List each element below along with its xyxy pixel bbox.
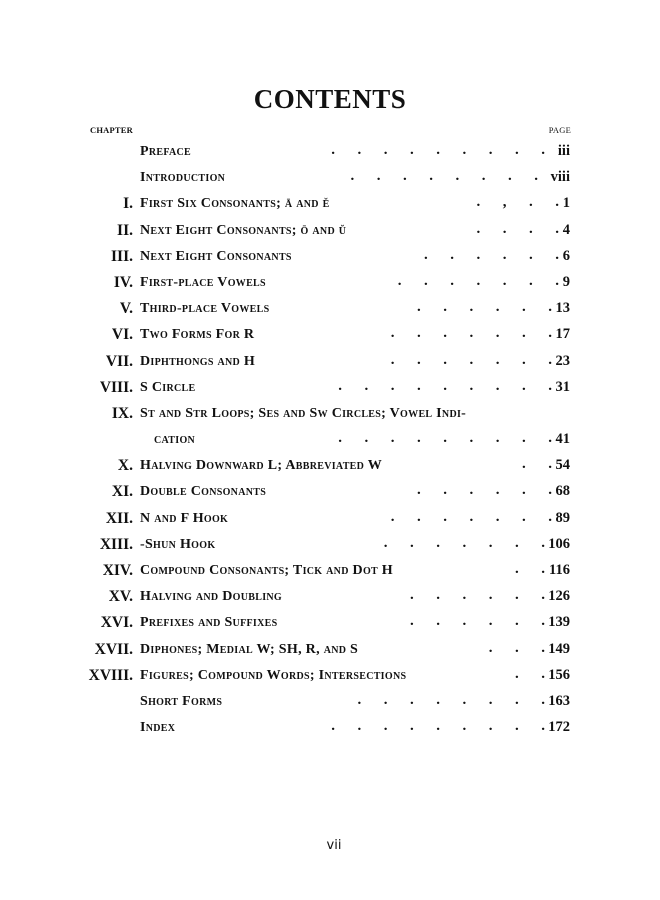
chapter-number: III.	[111, 247, 133, 265]
page-reference: 4	[562, 221, 570, 238]
chapter-number: XVI.	[100, 614, 133, 632]
dot-leader: . . . .	[476, 220, 559, 237]
chapter-title: Index	[140, 720, 176, 736]
chapter-number: VI.	[111, 326, 133, 344]
page-reference: iii	[557, 143, 570, 159]
dot-leader: . . . . . . .	[397, 272, 559, 289]
toc-entry	[0, 244, 660, 270]
chapter-title: First-place Vowels	[140, 274, 266, 290]
dot-leader: . . . . . . .	[383, 534, 545, 551]
chapter-number: XIII.	[99, 535, 133, 553]
chapter-number: X.	[117, 457, 133, 475]
chapter-title: -Shun Hook	[140, 536, 216, 552]
chapter-number: XVIII.	[88, 666, 133, 684]
page-reference: 68	[555, 483, 570, 500]
chapter-number: V.	[119, 300, 133, 318]
chapter-title: Introduction	[140, 170, 226, 186]
dot-leader: . . . . . . . . .	[338, 377, 552, 394]
toc-entry	[0, 558, 660, 584]
page-reference: 31	[555, 378, 570, 395]
chapter-number: XI.	[111, 483, 133, 501]
dot-leader: . . . . . . . .	[350, 168, 538, 185]
dot-leader: . .	[515, 561, 545, 577]
page-reference: 126	[548, 588, 570, 605]
dot-leader: . . . . . . .	[390, 508, 552, 525]
chapter-number: XVII.	[94, 640, 133, 658]
page-reference: viii	[550, 169, 570, 186]
page-title: CONTENTS	[253, 84, 407, 114]
chapter-number: XV.	[108, 588, 133, 606]
chapter-title: Diphthongs and H	[140, 353, 256, 369]
page-reference: 17	[555, 326, 570, 343]
page-column-header: PAGE	[548, 125, 571, 135]
dot-leader: . . . . . .	[410, 587, 545, 604]
dot-leader: . . . . . . . . .	[331, 142, 545, 158]
dot-leader: . . .	[488, 639, 545, 656]
toc-entry	[0, 584, 660, 610]
chapter-title: cation	[154, 432, 196, 448]
page-reference: 9	[562, 273, 570, 290]
toc-entry	[0, 479, 660, 505]
dot-leader: . . . . . . . . .	[331, 718, 545, 735]
chapter-title: N and F Hook	[140, 510, 229, 526]
toc-entry	[0, 453, 660, 479]
chapter-title: First Six Consonants; ā and ĕ	[140, 196, 330, 212]
page-reference: 41	[555, 431, 570, 448]
page-reference: 106	[548, 535, 570, 552]
chapter-title: Halving Downward L; Abbreviated W	[140, 458, 383, 474]
toc-entry	[0, 165, 660, 191]
page-reference: 54	[555, 457, 570, 474]
chapter-title: Next Eight Consonants; ō and ŭ	[140, 222, 347, 238]
toc-entry	[0, 506, 660, 532]
dot-leader: . . . . . . . . .	[338, 430, 552, 447]
toc-entry	[0, 610, 660, 636]
dot-leader: . . . . . .	[417, 299, 552, 316]
page-reference: 1	[562, 195, 570, 212]
chapter-number: I.	[123, 195, 133, 213]
chapter-number: VII.	[105, 352, 133, 370]
dot-leader: . .	[522, 456, 552, 473]
chapter-number: VIII.	[99, 378, 133, 396]
dot-leader: . . . . . .	[417, 482, 552, 499]
toc-entry	[0, 689, 660, 715]
page-reference: 156	[548, 666, 570, 683]
toc-entry	[0, 270, 660, 296]
chapter-title: Two Forms For R	[140, 327, 255, 343]
toc-entry	[0, 139, 660, 165]
toc-entry	[0, 637, 660, 663]
chapter-title: Compound Consonants; Tick and Dot H	[140, 563, 393, 578]
toc-entry	[0, 532, 660, 558]
page-reference: 139	[548, 614, 570, 631]
chapter-title: Short Forms	[140, 693, 223, 709]
toc-entry	[0, 322, 660, 348]
chapter-title: St and Str Loops; Ses and Sw Circles; Vowel Indi-	[140, 405, 467, 421]
toc-entry	[0, 663, 660, 689]
chapter-title: Prefixes and Suffixes	[140, 615, 278, 631]
toc-entry	[0, 296, 660, 322]
chapter-number: IX.	[111, 404, 133, 422]
chapter-title: Halving and Doubling	[140, 589, 282, 605]
toc-entry	[0, 401, 660, 427]
dot-leader: . .	[515, 665, 545, 682]
toc-entry	[0, 191, 660, 217]
chapter-number: II.	[117, 221, 133, 239]
chapter-title: Diphones; Medial W; SH, R, and S	[140, 641, 359, 657]
chapter-title: Double Consonants	[140, 484, 267, 500]
dot-leader: . . . . . .	[410, 613, 545, 630]
table-of-contents	[0, 139, 660, 741]
toc-entry	[0, 375, 660, 401]
page-reference: 89	[555, 509, 570, 526]
page-reference: 6	[562, 247, 570, 264]
dot-leader: . . . . . .	[424, 246, 559, 263]
toc-entry	[0, 715, 660, 741]
chapter-number: IV.	[113, 273, 133, 291]
chapter-title: Figures; Compound Words; Intersections	[140, 667, 407, 683]
dot-leader: . . . . . . .	[390, 325, 552, 342]
page-reference: 172	[548, 719, 570, 736]
chapter-column-header: CHAPTER	[90, 125, 133, 135]
page-reference: 13	[555, 300, 570, 317]
page-reference: 116	[549, 562, 570, 578]
dot-leader: . . . . . . . .	[357, 691, 545, 708]
chapter-title: S Circle	[140, 379, 196, 395]
dot-leader: . , . .	[476, 194, 559, 211]
dot-leader: . . . . . . .	[390, 351, 552, 368]
chapter-number: XIV.	[102, 562, 133, 579]
toc-entry	[0, 349, 660, 375]
toc-entry	[0, 427, 660, 453]
chapter-title: Third-place Vowels	[140, 301, 270, 317]
page-reference: 23	[555, 352, 570, 369]
page-reference: 163	[548, 692, 570, 709]
page-reference: 149	[548, 640, 570, 657]
chapter-title: Preface	[140, 144, 192, 159]
toc-entry	[0, 218, 660, 244]
chapter-title: Next Eight Consonants	[140, 248, 292, 264]
page-number: vii	[326, 838, 342, 853]
chapter-number: XII.	[105, 509, 133, 527]
